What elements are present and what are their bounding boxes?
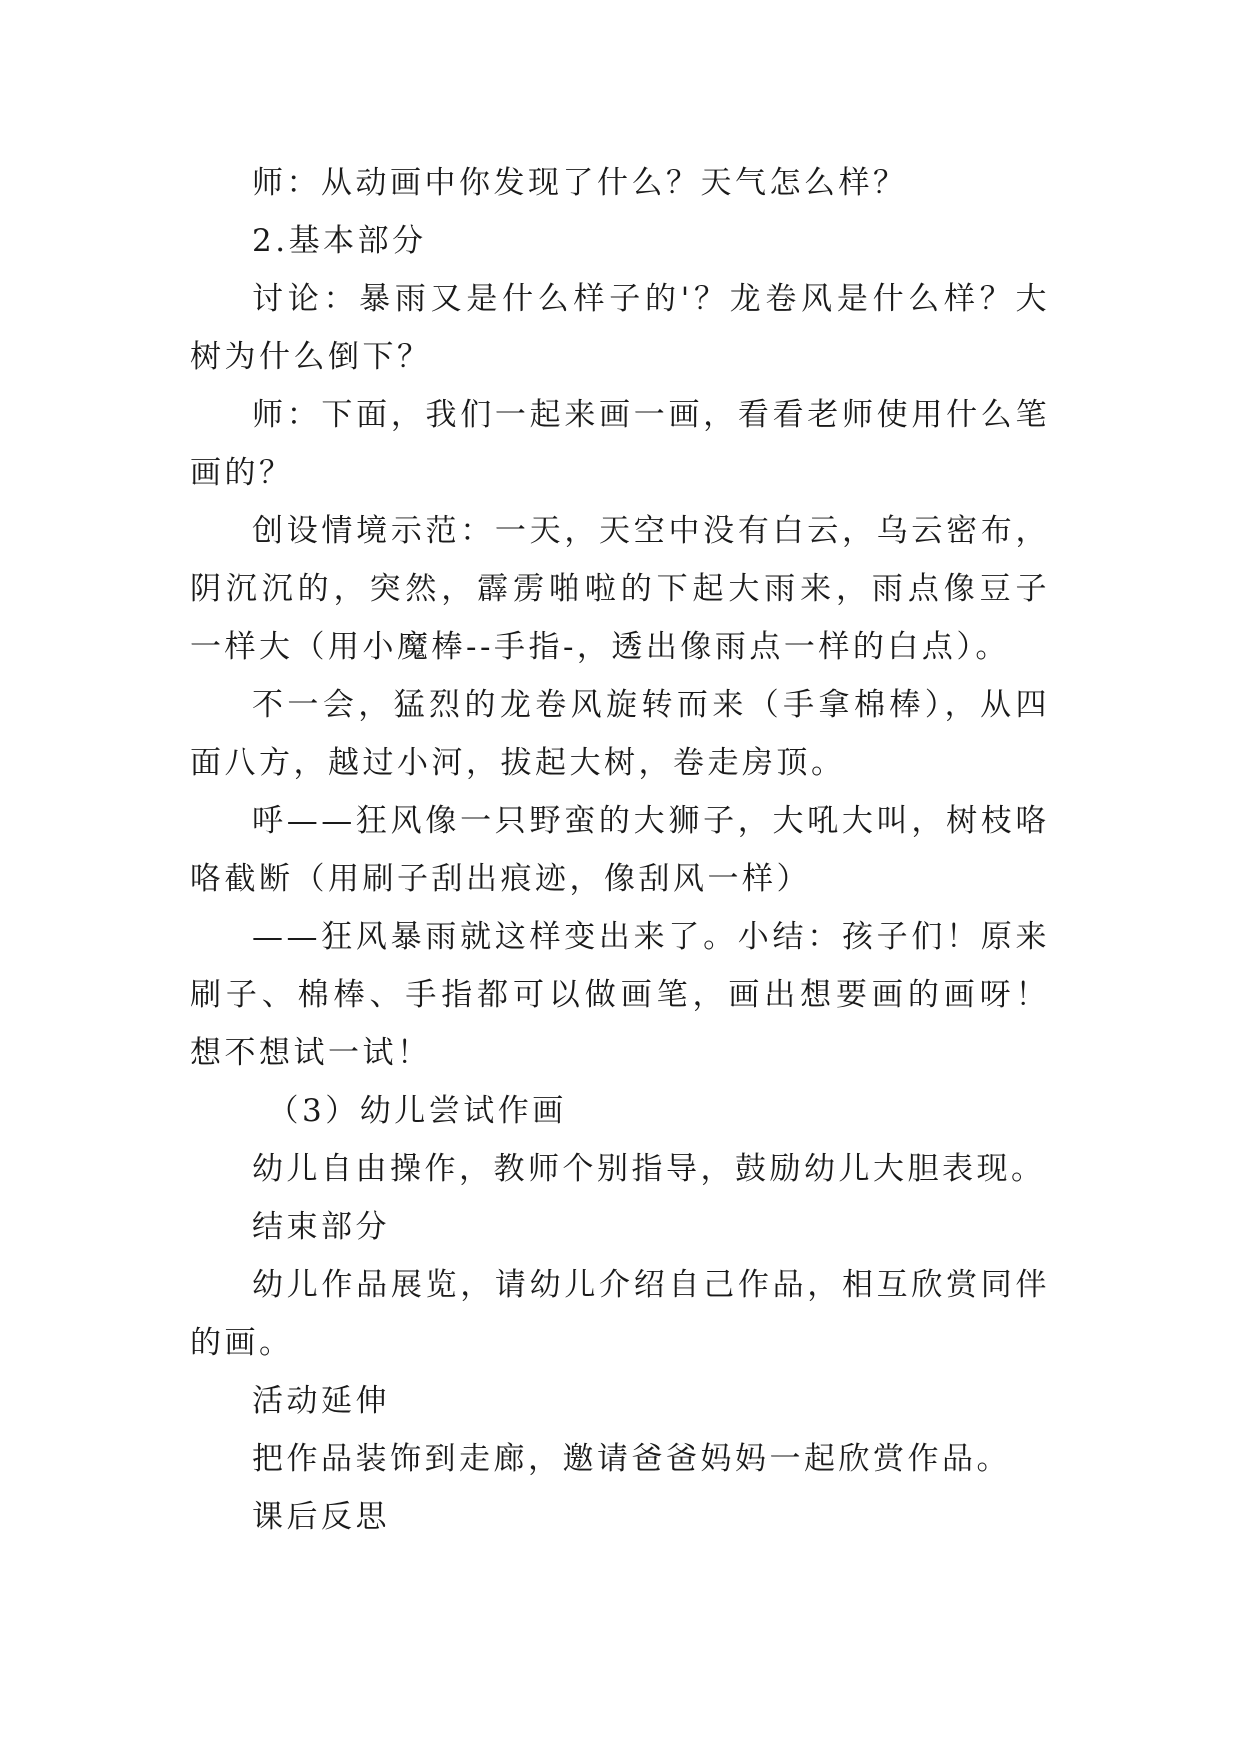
paragraph: 把作品装饰到走廊，邀请爸爸妈妈一起欣赏作品。 xyxy=(252,1441,1011,1477)
section-heading: 活动延伸 xyxy=(252,1383,390,1419)
section-heading: （3）幼儿尝试作画 xyxy=(267,1093,567,1129)
paragraph: 不一会，猛烈的龙卷风旋转而来（手拿棉棒），从四面八方，越过小河，拔起大树，卷走房顶。 xyxy=(190,687,1050,781)
paragraph: 幼儿作品展览，请幼儿介绍自己作品，相互欣赏同伴的画。 xyxy=(190,1267,1050,1361)
paragraph: 创设情境示范：一天，天空中没有白云，乌云密布，阴沉沉的，突然，霹雳啪啦的下起大雨来，雨点像豆子一样大（用小魔棒--手指-，透出像雨点一样的白点）。 xyxy=(190,513,1050,665)
paragraph: 呼——狂风像一只野蛮的大狮子，大吼大叫，树枝咯咯截断（用刷子刮出痕迹，像刮风一样） xyxy=(190,803,1050,897)
section-heading: 结束部分 xyxy=(252,1209,390,1245)
section-heading: 2.基本部分 xyxy=(252,223,427,259)
section-heading: 课后反思 xyxy=(252,1499,390,1535)
paragraph: 师：从动画中你发现了什么？天气怎么样？ xyxy=(252,165,908,201)
paragraph: 讨论：暴雨又是什么样子的'？龙卷风是什么样？大树为什么倒下？ xyxy=(190,281,1050,375)
paragraph: 师：下面，我们一起来画一画，看看老师使用什么笔画的？ xyxy=(190,397,1050,491)
paragraph: 幼儿自由操作，教师个别指导，鼓励幼儿大胆表现。 xyxy=(252,1151,1046,1187)
document-body xyxy=(190,154,1050,1546)
paragraph: ——狂风暴雨就这样变出来了。小结：孩子们！原来刷子、棉棒、手指都可以做画笔，画出想要画的画呀！想不想试一试！ xyxy=(190,919,1050,1071)
